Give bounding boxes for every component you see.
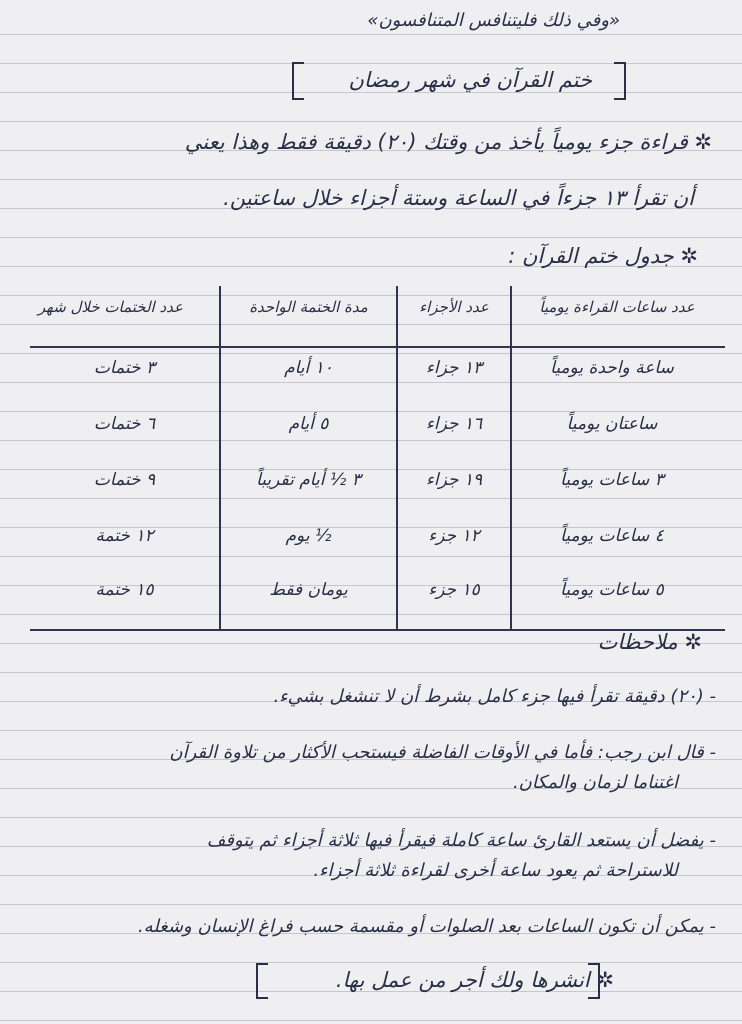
- note-3-line-1: - يفضل أن يستعد القارئ ساعة كاملة فيقرأ فيها ثلاثة أجزاء ثم يتوقف: [206, 830, 716, 851]
- row4-parts: ١٢ جزء: [428, 526, 480, 546]
- row5-parts: ١٥ جزء: [428, 580, 480, 600]
- row3-khatmas: ٩ ختمات: [93, 470, 156, 490]
- row5-khatmas: ١٥ ختمة: [95, 580, 154, 600]
- row5-duration: يومان فقط: [269, 580, 348, 600]
- row3-duration: ٣ ½ أيام تقريباً: [256, 470, 361, 490]
- row4-khatmas: ١٢ ختمة: [95, 526, 154, 546]
- footer-line: ✲ انشرها ولك أجر من عمل بها.: [335, 968, 614, 992]
- row4-duration: ½ يوم: [285, 526, 332, 546]
- notes-heading: ✲ ملاحظات: [597, 630, 702, 654]
- row2-parts: ١٦ جزاء: [425, 414, 483, 434]
- row5-hours: ٥ ساعات يومياً: [560, 580, 664, 600]
- note-4: - يمكن أن تكون الساعات بعد الصلوات أو مقسمة حسب فراغ الإنسان وشغله.: [137, 916, 716, 937]
- page-title: ختم القرآن في شهر رمضان: [348, 68, 592, 92]
- row1-parts: ١٣ جزاء: [425, 358, 483, 378]
- row2-duration: ٥ أيام: [288, 414, 329, 434]
- row3-parts: ١٩ جزاء: [425, 470, 483, 490]
- quote-line: «وفي ذلك فليتنافس المتنافسون»: [367, 10, 620, 31]
- table-heading: ✲ جدول ختم القرآن :: [508, 244, 698, 268]
- row1-hours: ساعة واحدة يومياً: [550, 358, 674, 378]
- note-2-line-1: - قال ابن رجب: فأما في الأوقات الفاضلة فيستحب الأكثار من تلاوة القرآن: [169, 742, 716, 763]
- row1-khatmas: ٣ ختمات: [93, 358, 156, 378]
- header-parts-count: عدد الأجزاء: [419, 298, 489, 316]
- header-khatmas-per-month: عدد الختمات خلال شهر: [38, 298, 183, 316]
- row2-hours: ساعتان يومياً: [566, 414, 658, 434]
- row1-duration: ١٠ أيام: [284, 358, 333, 378]
- row4-hours: ٤ ساعات يومياً: [560, 526, 664, 546]
- row3-hours: ٣ ساعات يومياً: [560, 470, 664, 490]
- row2-khatmas: ٦ ختمات: [93, 414, 156, 434]
- header-khatma-duration: مدة الختمة الواحدة: [249, 298, 368, 316]
- intro-line-2: أن تقرأ ١٣ جزءاً في الساعة وستة أجزاء خلال ساعتين.: [223, 186, 694, 210]
- header-reading-hours: عدد ساعات القراءة يومياً: [539, 298, 695, 316]
- intro-line-1: ✲ قراءة جزء يومياً يأخذ من وقتك (٢٠) دقيقة فقط وهذا يعني: [184, 130, 712, 154]
- table-header-rule: [30, 346, 725, 348]
- note-1: - (٢٠) دقيقة تقرأ فيها جزء كامل بشرط أن لا تنشغل بشيء.: [273, 686, 716, 707]
- note-2-line-2: اغتناما لزمان والمكان.: [512, 772, 678, 793]
- note-3-line-2: للاستراحة ثم يعود ساعة أخرى لقراءة ثلاثة أجزاء.: [313, 860, 678, 881]
